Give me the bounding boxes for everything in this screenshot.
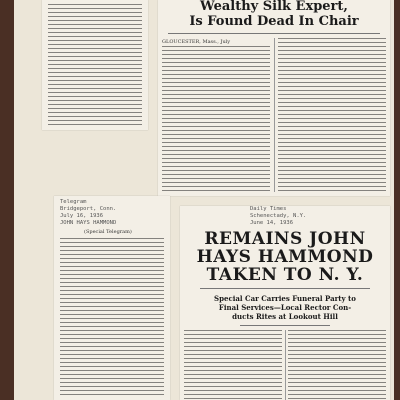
clipping-silk-expert xyxy=(158,0,390,196)
silk-expert-headline-2: Is Found Dead In Chair xyxy=(189,14,359,29)
column-divider xyxy=(274,38,275,192)
headline-rule xyxy=(168,33,380,34)
list-column-text xyxy=(48,4,142,126)
silk-expert-dateline: GLOUCESTER, Mass., July xyxy=(162,39,231,45)
silk-expert-col-1 xyxy=(162,46,270,192)
silk-expert-col-2 xyxy=(278,38,386,192)
hammond-headline-1: REMAINS JOHN xyxy=(204,229,366,249)
hammond-deck-3: ducts Rites at Lookout Hill xyxy=(232,312,338,321)
bridgeport-subhead: (Special Telegram) xyxy=(84,229,132,235)
hammond-deck-2: Final Services—Local Rector Con- xyxy=(218,303,352,312)
hammond-col-1 xyxy=(184,330,282,400)
hammond-headline-3: TAKEN TO N. Y. xyxy=(206,265,364,285)
hammond-deck-1: Special Car Carries Funeral Party to xyxy=(214,294,356,303)
hammond-column-divider xyxy=(285,330,286,400)
hammond-headline-2: HAYS HAMMOND xyxy=(196,247,374,267)
hammond-stamp: Daily Times Schenectady, N.Y. June 14, 1936 xyxy=(250,206,307,226)
silk-expert-headline-1: Wealthy Silk Expert, xyxy=(200,0,348,14)
hammond-deck-rule xyxy=(240,325,330,326)
clipping-list-column xyxy=(42,0,148,130)
hammond-col-2 xyxy=(288,330,386,400)
scrapbook-page xyxy=(14,0,394,400)
bridgeport-stamp: Telegram Bridgeport, Conn. July 16, 1936 JOHN HAYS HAMMOND xyxy=(60,199,117,226)
clipping-bridgeport-telegram xyxy=(54,196,170,400)
hammond-rule xyxy=(200,288,370,289)
clipping-hammond-remains xyxy=(180,206,390,400)
bridgeport-text xyxy=(60,238,164,398)
